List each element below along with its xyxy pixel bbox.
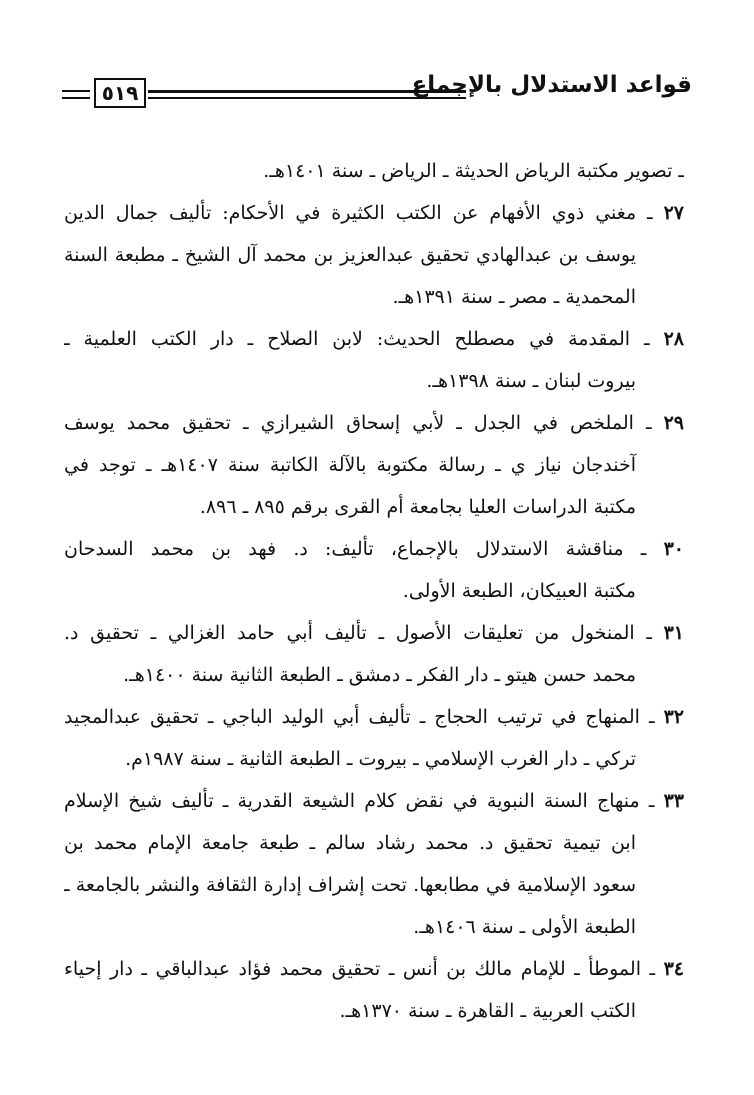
bibliography-entry-34 [64, 948, 684, 990]
page-number: ٥١٩ [94, 78, 146, 108]
entry-number: ٣٤ [663, 958, 684, 980]
entry-number: ٣٣ [663, 790, 684, 812]
entry-line: آخندجان نياز ي ـ رسالة مكتوبة بالآلة الكاتبة سنة ١٤٠٧هـ ـ توجد في [64, 454, 636, 476]
header-dash-bottom [62, 97, 90, 99]
entry-line: سعود الإسلامية في مطابعها. تحت إشراف إدارة الثقافة والنشر بالجامعة ـ [64, 874, 636, 896]
page-header [0, 70, 754, 116]
entry-number: ٣٠ [663, 538, 684, 560]
bibliography-entry-29 [64, 402, 684, 444]
entry-line: مكتبة العبيكان، الطبعة الأولى. [402, 580, 636, 602]
entry-line: المحمدية ـ مصر ـ سنة ١٣٩١هـ. [392, 286, 636, 308]
bibliography-list [64, 150, 684, 1032]
bibliography-entry-27 [64, 192, 684, 234]
entry-number: ٢٩ [663, 412, 684, 434]
bibliography-entry-28 [64, 318, 684, 360]
entry-number: ٢٨ [663, 328, 684, 350]
entry-line: محمد حسن هيتو ـ دار الفكر ـ دمشق ـ الطبعة الثانية سنة ١٤٠٠هـ. [123, 664, 636, 686]
bibliography-entry-33 [64, 780, 684, 822]
entry-number: ٣٢ [663, 706, 684, 728]
entry-text: ـ المقدمة في مصطلح الحديث: لابن الصلاح ـ دار الكتب العلمية ـ [64, 328, 650, 350]
entry-line: بيروت لبنان ـ سنة ١٣٩٨هـ. [426, 370, 636, 392]
entry-number: ٣١ [663, 622, 684, 644]
bibliography-entry-32 [64, 696, 684, 738]
entry-continuation-line [64, 150, 684, 192]
entry-text: ـ مناقشة الاستدلال بالإجماع، تأليف: د. فهد بن محمد السدحان [64, 538, 647, 560]
entry-text: ـ المنهاج في ترتيب الحجاج ـ تأليف أبي الوليد الباجي ـ تحقيق عبدالمجيد [64, 706, 655, 728]
entry-line: يوسف بن عبدالهادي تحقيق عبدالعزيز بن محمد آل الشيخ ـ مطبعة السنة [64, 244, 636, 266]
running-title: قواعد الاستدلال بالإجماع [411, 72, 692, 98]
bibliography-entry-31 [64, 612, 684, 654]
entry-text: ـ تصوير مكتبة الرياض الحديثة ـ الرياض ـ سنة ١٤٠١هـ. [263, 160, 684, 182]
entry-line: مكتبة الدراسات العليا بجامعة أم القرى برقم ٨٩٥ ـ ٨٩٦. [199, 496, 636, 518]
entry-text: ـ منهاج السنة النبوية في نقض كلام الشيعة القدرية ـ تأليف شيخ الإسلام [64, 790, 655, 812]
entry-line: ابن تيمية تحقيق د. محمد رشاد سالم ـ طبعة جامعة الإمام محمد بن [64, 832, 636, 854]
entry-line: الكتب العربية ـ القاهرة ـ سنة ١٣٧٠هـ. [339, 1000, 636, 1022]
bibliography-entry-30 [64, 528, 684, 570]
header-dash-top [62, 90, 90, 92]
entry-text: ـ الملخص في الجدل ـ لأبي إسحاق الشيرازي ـ تحقيق محمد يوسف [64, 412, 652, 434]
entry-number: ٢٧ [663, 202, 684, 224]
entry-text: ـ الموطأ ـ للإمام مالك بن أنس ـ تحقيق محمد فؤاد عبدالباقي ـ دار إحياء [64, 958, 656, 980]
entry-line: الطبعة الأولى ـ سنة ١٤٠٦هـ. [413, 916, 636, 938]
entry-text: ـ المنخول من تعليقات الأصول ـ تأليف أبي حامد الغزالي ـ تحقيق د. [64, 622, 652, 644]
entry-line: تركي ـ دار الغرب الإسلامي ـ بيروت ـ الطبعة الثانية ـ سنة ١٩٨٧م. [125, 748, 636, 770]
entry-text: ـ مغني ذوي الأفهام عن الكتب الكثيرة في الأحكام: تأليف جمال الدين [64, 202, 653, 224]
